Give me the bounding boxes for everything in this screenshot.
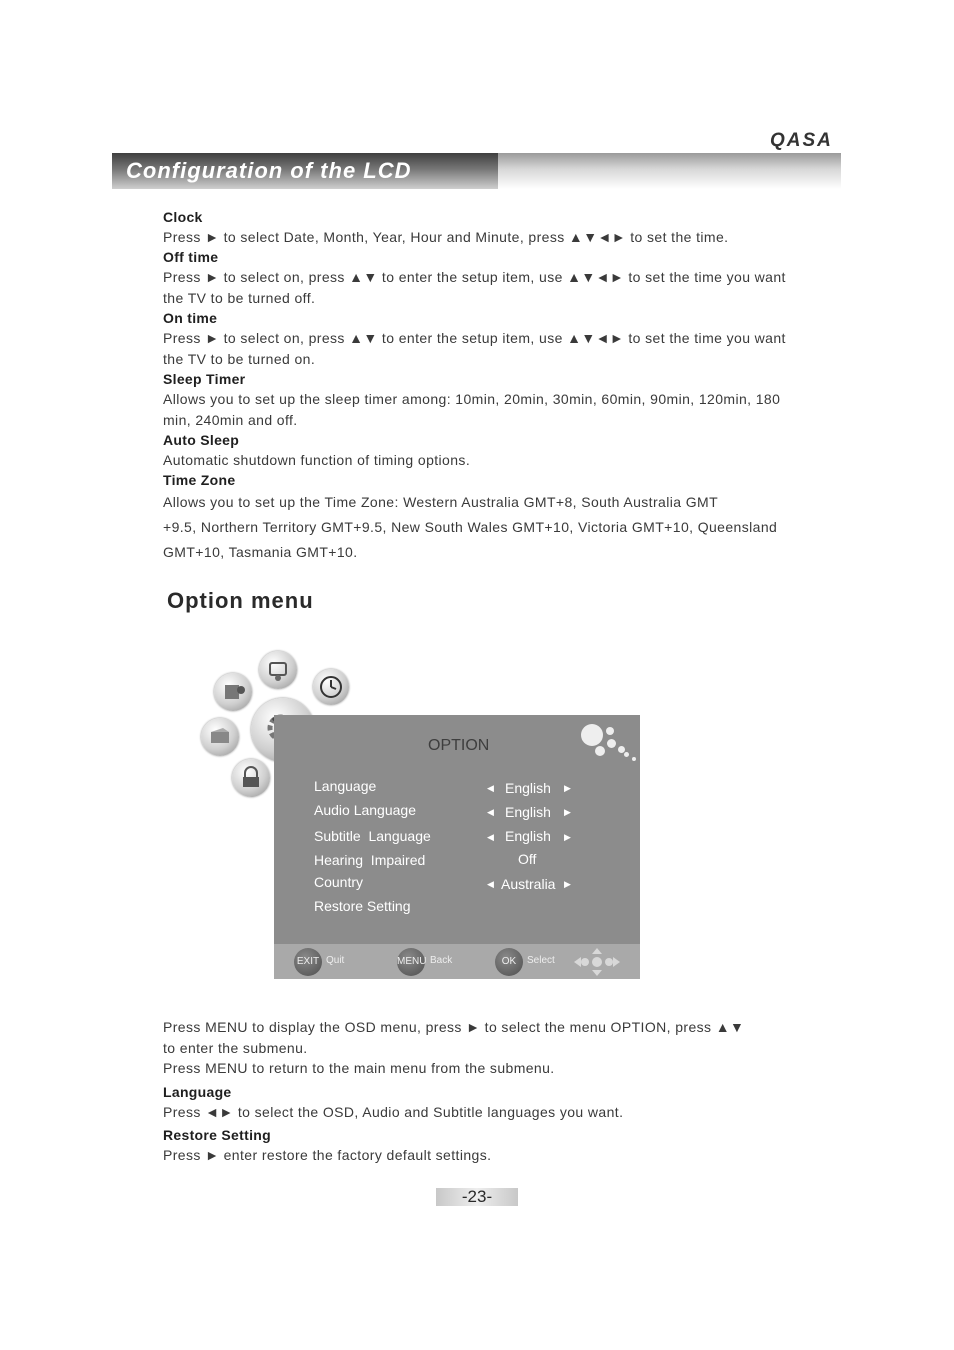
osd-footer bbox=[274, 944, 640, 979]
right-arrow-icon[interactable]: ▶ bbox=[564, 879, 571, 889]
decor-dot bbox=[607, 739, 616, 748]
section-text: Allows you to set up the sleep timer among: 10min, 20min, 30min, 60min, 90min, 120min, 180 bbox=[163, 391, 781, 407]
clock-section bbox=[163, 208, 823, 248]
exit-key-button[interactable]: EXIT bbox=[294, 948, 322, 976]
left-arrow-icon[interactable]: ◀ bbox=[487, 879, 494, 889]
section-text: Press ◄► to select the OSD, Audio and Subtitle languages you want. bbox=[163, 1104, 624, 1120]
osd-item-label: Language bbox=[314, 778, 377, 794]
left-arrow-icon[interactable]: ◀ bbox=[487, 832, 494, 842]
sleep-timer-section bbox=[163, 370, 823, 431]
osd-item-value: English bbox=[505, 804, 551, 820]
section-heading: Time Zone bbox=[163, 472, 236, 488]
osd-item-label: Restore Setting bbox=[314, 898, 411, 914]
option-osd-menu bbox=[274, 715, 640, 979]
right-arrow-icon[interactable]: ▶ bbox=[564, 807, 571, 817]
on-time-section bbox=[163, 309, 823, 370]
decor-dot bbox=[581, 724, 603, 746]
section-text: GMT+10, Tasmania GMT+10. bbox=[163, 544, 358, 560]
section-text: Automatic shutdown function of timing options. bbox=[163, 452, 471, 468]
section-text: the TV to be turned off. bbox=[163, 290, 316, 306]
instruction-text: to enter the submenu. bbox=[163, 1040, 308, 1056]
section-text: the TV to be turned on. bbox=[163, 351, 316, 367]
ok-key-button[interactable]: OK bbox=[495, 948, 523, 976]
section-text: Allows you to set up the Time Zone: Western Australia GMT+8, South Australia GMT bbox=[163, 494, 719, 510]
decor-dot bbox=[632, 757, 636, 761]
sound-menu-icon bbox=[201, 718, 239, 756]
osd-title: OPTION bbox=[428, 737, 490, 754]
osd-item-label: Country bbox=[314, 874, 364, 890]
osd-item-label: Subtitle Language bbox=[314, 828, 431, 844]
section-banner bbox=[112, 153, 841, 189]
ok-key-label: Select bbox=[527, 955, 555, 966]
osd-item-label: Hearing Impaired bbox=[314, 852, 426, 868]
osd-item-value: English bbox=[505, 780, 551, 796]
settings-descriptions bbox=[163, 208, 823, 565]
time-zone-section bbox=[163, 471, 823, 565]
menu-key-button[interactable]: MENU bbox=[397, 948, 425, 976]
picture-menu-icon bbox=[214, 673, 252, 711]
page-number: -23- bbox=[436, 1188, 518, 1206]
option-instructions bbox=[163, 1016, 823, 1165]
option-menu-title: Option menu bbox=[167, 588, 314, 613]
section-heading: Language bbox=[163, 1084, 232, 1100]
right-arrow-icon[interactable]: ▶ bbox=[564, 832, 571, 842]
page-title: Configuration of the LCD bbox=[126, 158, 412, 183]
auto-sleep-section bbox=[163, 431, 823, 471]
section-heading: Restore Setting bbox=[163, 1127, 271, 1143]
section-text: Press ► to select Date, Month, Year, Hour and Minute, press ▲▼◄► to set the time. bbox=[163, 229, 729, 245]
section-text: Press ► to select on, press ▲▼ to enter the setup item, use ▲▼◄► to set the time you want bbox=[163, 269, 786, 285]
decor-dot bbox=[595, 746, 605, 756]
section-heading: Auto Sleep bbox=[163, 432, 240, 448]
channel-menu-icon bbox=[259, 651, 297, 689]
menu-key-label: Back bbox=[430, 955, 453, 966]
decor-dot bbox=[606, 727, 614, 735]
section-heading: Sleep Timer bbox=[163, 371, 246, 387]
section-text: min, 240min and off. bbox=[163, 412, 298, 428]
section-text: +9.5, Northern Territory GMT+9.5, New South Wales GMT+10, Victoria GMT+10, Queensland bbox=[163, 519, 778, 535]
osd-item-value: English bbox=[505, 828, 551, 844]
osd-item-value: Off bbox=[518, 851, 537, 867]
section-text: Press ► to select on, press ▲▼ to enter the setup item, use ▲▼◄► to set the time you want bbox=[163, 330, 786, 346]
osd-item-label: Audio Language bbox=[314, 802, 416, 818]
clock-menu-icon bbox=[313, 669, 349, 705]
exit-key-label: Quit bbox=[326, 955, 345, 966]
decor-dot bbox=[624, 752, 629, 757]
instruction-text: Press MENU to display the OSD menu, press ► to select the menu OPTION, press ▲▼ bbox=[163, 1019, 745, 1035]
osd-item-value: Australia bbox=[501, 876, 556, 892]
off-time-section bbox=[163, 248, 823, 309]
direction-pad-icon bbox=[573, 947, 621, 977]
section-heading: On time bbox=[163, 310, 218, 326]
left-arrow-icon[interactable]: ◀ bbox=[487, 807, 494, 817]
lock-menu-icon bbox=[232, 759, 270, 797]
right-arrow-icon[interactable]: ▶ bbox=[564, 783, 571, 793]
left-arrow-icon[interactable]: ◀ bbox=[487, 783, 494, 793]
brand-logo: QASA bbox=[770, 130, 833, 151]
section-heading: Off time bbox=[163, 249, 219, 265]
section-text: Press ► enter restore the factory default settings. bbox=[163, 1147, 492, 1163]
section-heading: Clock bbox=[163, 209, 203, 225]
instruction-text: Press MENU to return to the main menu from the submenu. bbox=[163, 1060, 555, 1076]
